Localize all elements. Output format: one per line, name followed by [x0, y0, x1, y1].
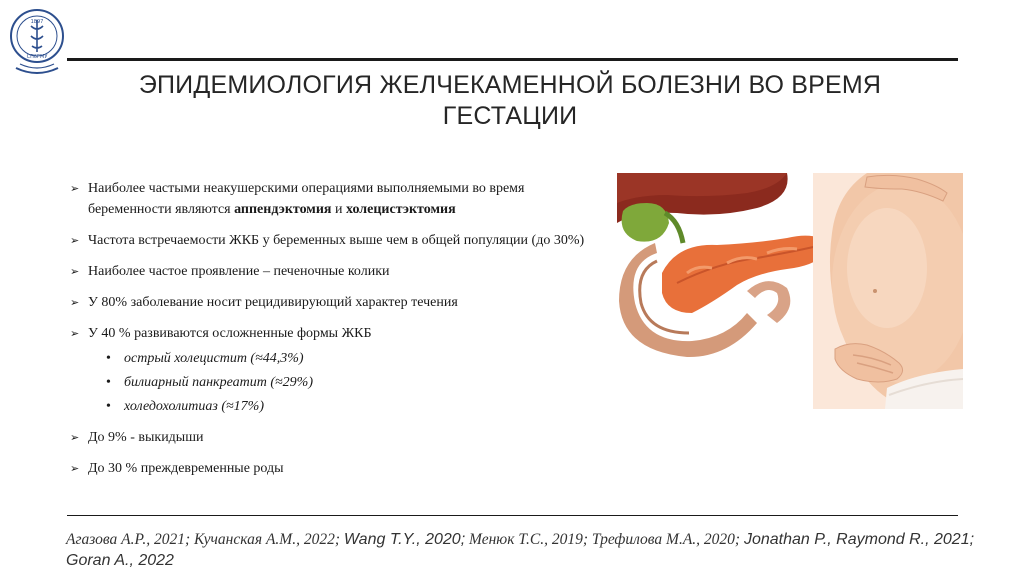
logo-caption: СПбГМУ — [26, 54, 48, 60]
sub-list-item: • острый холецистит (≈44,3%) — [106, 351, 304, 366]
sub-list-item: • холедохолитиаз (≈17%) — [106, 399, 264, 414]
anatomy-illustration — [617, 173, 963, 409]
bullet-arrow-icon: ➢ — [70, 182, 80, 195]
bullet-item: ➢ До 9% - выкидыши — [68, 427, 608, 448]
pancreas-image — [662, 236, 832, 313]
bullet-arrow-icon: ➢ — [70, 296, 80, 309]
gallbladder-image — [622, 203, 669, 242]
logo-year: 1897 — [30, 19, 44, 25]
footer-divider — [67, 515, 958, 516]
references: Агазова А.Р., 2021; Кучанская А.М., 2022; Wang T.Y., 2020; Менюк Т.С., 2019; Трефилова М.А., 2020; Jonathan P., Raymond R., 2021; Goran A., 2022 — [66, 531, 975, 569]
complications-list — [68, 348, 608, 417]
bullet-item: ➢ Частота встречаемости ЖКБ у беременных выше чем в общей популяции (до 30%) — [68, 230, 608, 251]
header-divider — [67, 58, 958, 61]
bullet-arrow-icon: ➢ — [70, 327, 80, 340]
bullet-item: ➢ У 80% заболевание носит рецидивирующий характер течения — [68, 292, 608, 313]
bullet-arrow-icon: ➢ — [70, 462, 80, 475]
bullet-item: ➢ Наиболее частыми неакушерскими операциями выполняемыми во время беременности являются аппендэктомия и холецистэктомия — [68, 178, 608, 220]
sub-list-item: • билиарный панкреатит (≈29%) — [106, 375, 313, 390]
bullet-item: ➢ До 30 % преждевременные роды — [68, 458, 608, 479]
bullet-arrow-icon: ➢ — [70, 265, 80, 278]
university-logo — [6, 6, 68, 78]
bullet-arrow-icon: ➢ — [70, 431, 80, 444]
bullet-item: ➢ Наиболее частое проявление – печеночные колики — [68, 261, 608, 282]
slide-title: ЭПИДЕМИОЛОГИЯ ЖЕЛЧЕКАМЕННОЙ БОЛЕЗНИ ВО ВРЕМЯ ГЕСТАЦИИ — [138, 71, 882, 130]
bullet-item: ➢ У 40 % развиваются осложненные формы ЖКБ — [68, 323, 608, 344]
bullet-list — [68, 178, 608, 489]
bullet-arrow-icon: ➢ — [70, 234, 80, 247]
